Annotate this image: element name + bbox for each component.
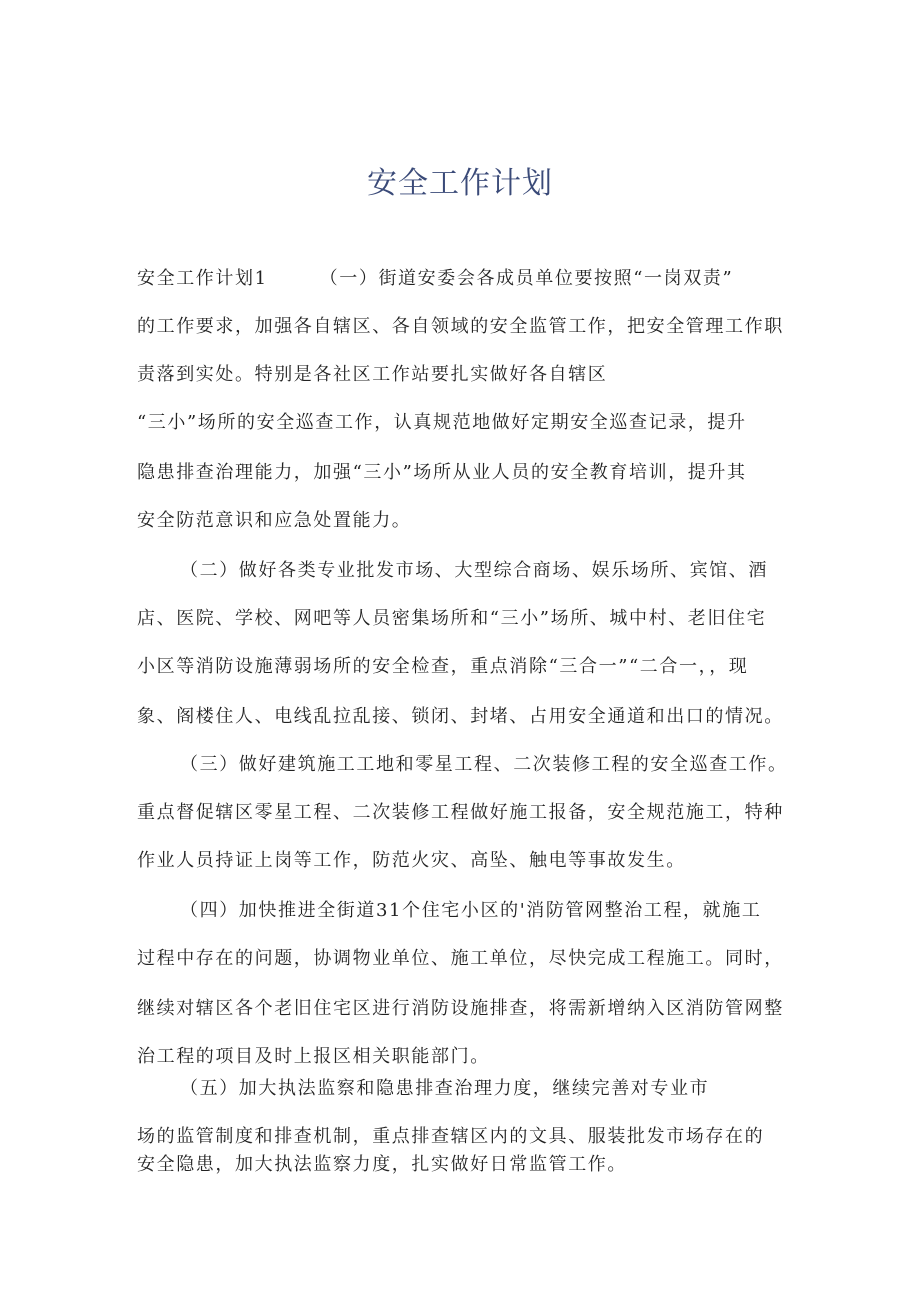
paragraph-line <box>137 266 733 292</box>
paragraph-line: （三）做好建筑施工工地和零星工程、二次装修工程的安全巡查工作。 <box>180 754 788 775</box>
paragraph-line: 责落到实处。特别是各社区工作站要扎实做好各自辖区 <box>137 364 608 385</box>
document-title: 安全工作计划 <box>367 166 553 201</box>
paragraph-line: 店、医院、学校、网吧等人员密集场所和“三小”场所、城中村、老旧住宅 <box>137 608 767 629</box>
paragraph-line: （四）加快推进全街道31个住宅小区的'消防管网整治工程，就施工 <box>180 900 762 921</box>
paragraph-line: 隐患排查治理能力，加强“三小”场所从业人员的安全教育培训，提升其 <box>137 462 747 483</box>
paragraph-line: （五）加大执法监察和隐患排查治理力度，继续完善对专业市 <box>180 1078 710 1099</box>
paragraph-line: （二）做好各类专业批发市场、大型综合商场、娱乐场所、宾馆、酒 <box>180 560 768 581</box>
paragraph-line: 的工作要求，加强各自辖区、各自领域的安全监管工作，把安全管理工作职 <box>137 316 784 337</box>
paragraph-line: 重点督促辖区零星工程、二次装修工程做好施工报备，安全规范施工，特种 <box>137 802 784 823</box>
paragraph-line: 象、阁楼住人、电线乱拉乱接、锁闭、封堵、占用安全通道和出口的情况。 <box>137 706 784 727</box>
paragraph-line: “三小”场所的安全巡查工作，认真规范地做好定期安全巡查记录，提升 <box>137 412 747 433</box>
paragraph-line: 安全防范意识和应急处置能力。 <box>137 510 412 531</box>
paragraph-line: 安全隐患，加大执法监察力度，扎实做好日常监管工作。 <box>137 1154 627 1175</box>
paragraph-line: 小区等消防设施薄弱场所的安全检查，重点消除“三合一”“二合一，，现 <box>137 656 749 677</box>
plan-label: 安全工作计划1 <box>137 268 268 289</box>
paragraph-line: 继续对辖区各个老旧住宅区进行消防设施排查，将需新增纳入区消防管网整 <box>137 998 784 1019</box>
paragraph-line: 治工程的项目及时上报区相关职能部门。 <box>137 1046 490 1067</box>
paragraph-line-text: （一）街道安委会各成员单位要按照“一岗双责” <box>319 268 734 289</box>
paragraph-line: 作业人员持证上岗等工作，防范火灾、高坠、触电等事故发生。 <box>137 850 686 871</box>
paragraph-line: 场的监管制度和排查机制，重点排查辖区内的文具、服装批发市场存在的 <box>137 1126 765 1147</box>
paragraph-line: 过程中存在的问题，协调物业单位、施工单位，尽快完成工程施工。同时， <box>137 948 784 969</box>
